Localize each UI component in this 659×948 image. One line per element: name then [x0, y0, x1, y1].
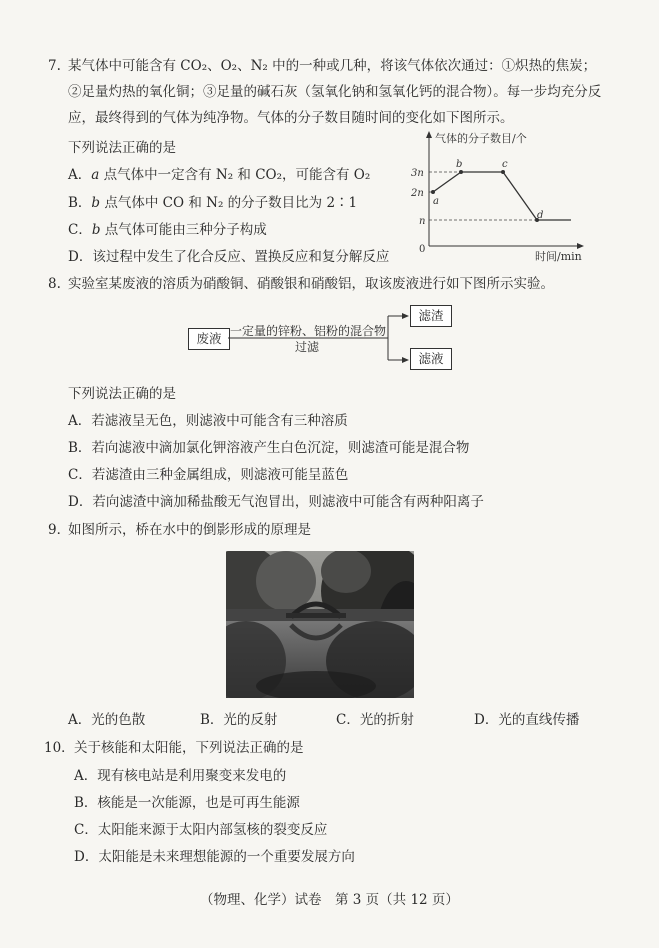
q7-prompt: 下列说法正确的是 — [68, 140, 176, 156]
q9-option-c: C．光的折射 — [336, 712, 414, 728]
q7-option-a-point: a — [91, 167, 100, 183]
q8-option-b: B．若向滤液中滴加氯化钾溶液产生白色沉淀，则滤渣可能是混合物 — [68, 440, 470, 456]
y-axis-title: 气体的分子数目/个 — [435, 132, 527, 145]
flow-arrows — [228, 308, 428, 368]
q8-stem-line1: 实验室某废液的溶质为硝酸铜、硝酸银和硝酸铝，取该废液进行如下图所示实验。 — [68, 276, 554, 292]
q7-stem-line1: 某气体中可能含有 CO₂、O₂、N₂ 中的一种或几种，将该气体依次通过：①炽热的焦炭； — [68, 58, 597, 74]
q9-option-b: B．光的反射 — [200, 712, 278, 728]
q9-option-d: D．光的直线传播 — [474, 712, 580, 728]
q8-prompt: 下列说法正确的是 — [68, 386, 176, 402]
q9-option-a: A．光的色散 — [68, 712, 146, 728]
q8-option-c: C．若滤渣由三种金属组成，则滤液可能呈蓝色 — [68, 467, 349, 483]
flow-box-filtrate: 滤液 — [410, 348, 452, 370]
q7-option-a-text: 点气体中一定含有 N₂ 和 CO₂，可能含有 O₂ — [99, 167, 371, 183]
q7-option-c-point: b — [91, 222, 101, 238]
page-footer: （物理、化学）试卷 第 3 页（共 12 页） — [200, 892, 459, 908]
data-line — [433, 172, 571, 220]
y-tick-n: n — [419, 216, 426, 227]
point-label-d: d — [537, 210, 544, 221]
q9-number: 9． — [48, 522, 71, 538]
q9-stem-line1: 如图所示，桥在水中的倒影形成的原理是 — [68, 522, 311, 538]
q8-option-d: D．若向滤渣中滴加稀盐酸无气泡冒出，则滤液中可能含有两种阳离子 — [68, 494, 484, 510]
flow-box-waste: 废液 — [188, 328, 230, 350]
point-c — [501, 170, 505, 174]
q7-option-b-label: B． — [68, 195, 92, 211]
q10-option-c: C．太阳能来源于太阳内部氢核的裂变反应 — [74, 822, 328, 838]
q7-stem-line3: 应，最终得到的气体为纯净物。气体的分子数目随时间的变化如下图所示。 — [68, 110, 514, 126]
q7-option-a-label: A． — [68, 167, 92, 183]
y-tick-3n: 3n — [411, 168, 424, 179]
flow-reagent-label: 一定量的锌粉、铝粉的混合物 — [230, 324, 387, 338]
q7-option-a — [68, 167, 370, 184]
q7-option-c-label: C． — [68, 222, 92, 238]
q7-option-c-text: 点气体可能由三种分子构成 — [100, 222, 267, 238]
q10-option-a: A．现有核电站是利用聚变来发电的 — [74, 768, 287, 784]
point-label-a: a — [433, 196, 439, 207]
point-b — [459, 170, 463, 174]
flow-box-residue: 滤渣 — [410, 305, 452, 327]
q7-option-b-text: 点气体中 CO 和 N₂ 的分子数目比为 2∶1 — [100, 195, 358, 211]
origin-label: 0 — [419, 244, 426, 255]
q10-number: 10． — [44, 740, 75, 756]
bridge-reflection-photo — [226, 551, 414, 698]
q8-number: 8. — [48, 276, 61, 292]
q7-graph — [405, 128, 605, 268]
q7-option-c — [68, 222, 267, 239]
q10-option-b: B．核能是一次能源，也是可再生能源 — [74, 795, 300, 811]
point-label-c: c — [502, 159, 508, 170]
point-a — [431, 190, 435, 194]
q7-option-b — [68, 195, 357, 212]
y-tick-2n: 2n — [411, 188, 424, 199]
q10-option-d: D．太阳能是未来理想能源的一个重要发展方向 — [74, 849, 355, 865]
q8-option-a: A．若滤液呈无色，则滤液中可能含有三种溶质 — [68, 413, 348, 429]
flow-operation-label: 过滤 — [295, 340, 320, 354]
q7-number: 7. — [48, 58, 61, 74]
point-label-b: b — [456, 159, 463, 170]
q7-option-d: D．该过程中发生了化合反应、置换反应和复分解反应 — [68, 249, 390, 265]
q10-stem-line1: 关于核能和太阳能，下列说法正确的是 — [74, 740, 304, 756]
q7-stem-line2: ②足量灼热的氧化铜；③足量的碱石灰（氢氧化钠和氢氧化钙的混合物）。每一步均充分反 — [68, 84, 602, 100]
q7-option-b-point: b — [91, 195, 101, 211]
x-axis-title: 时间/min — [535, 250, 582, 263]
